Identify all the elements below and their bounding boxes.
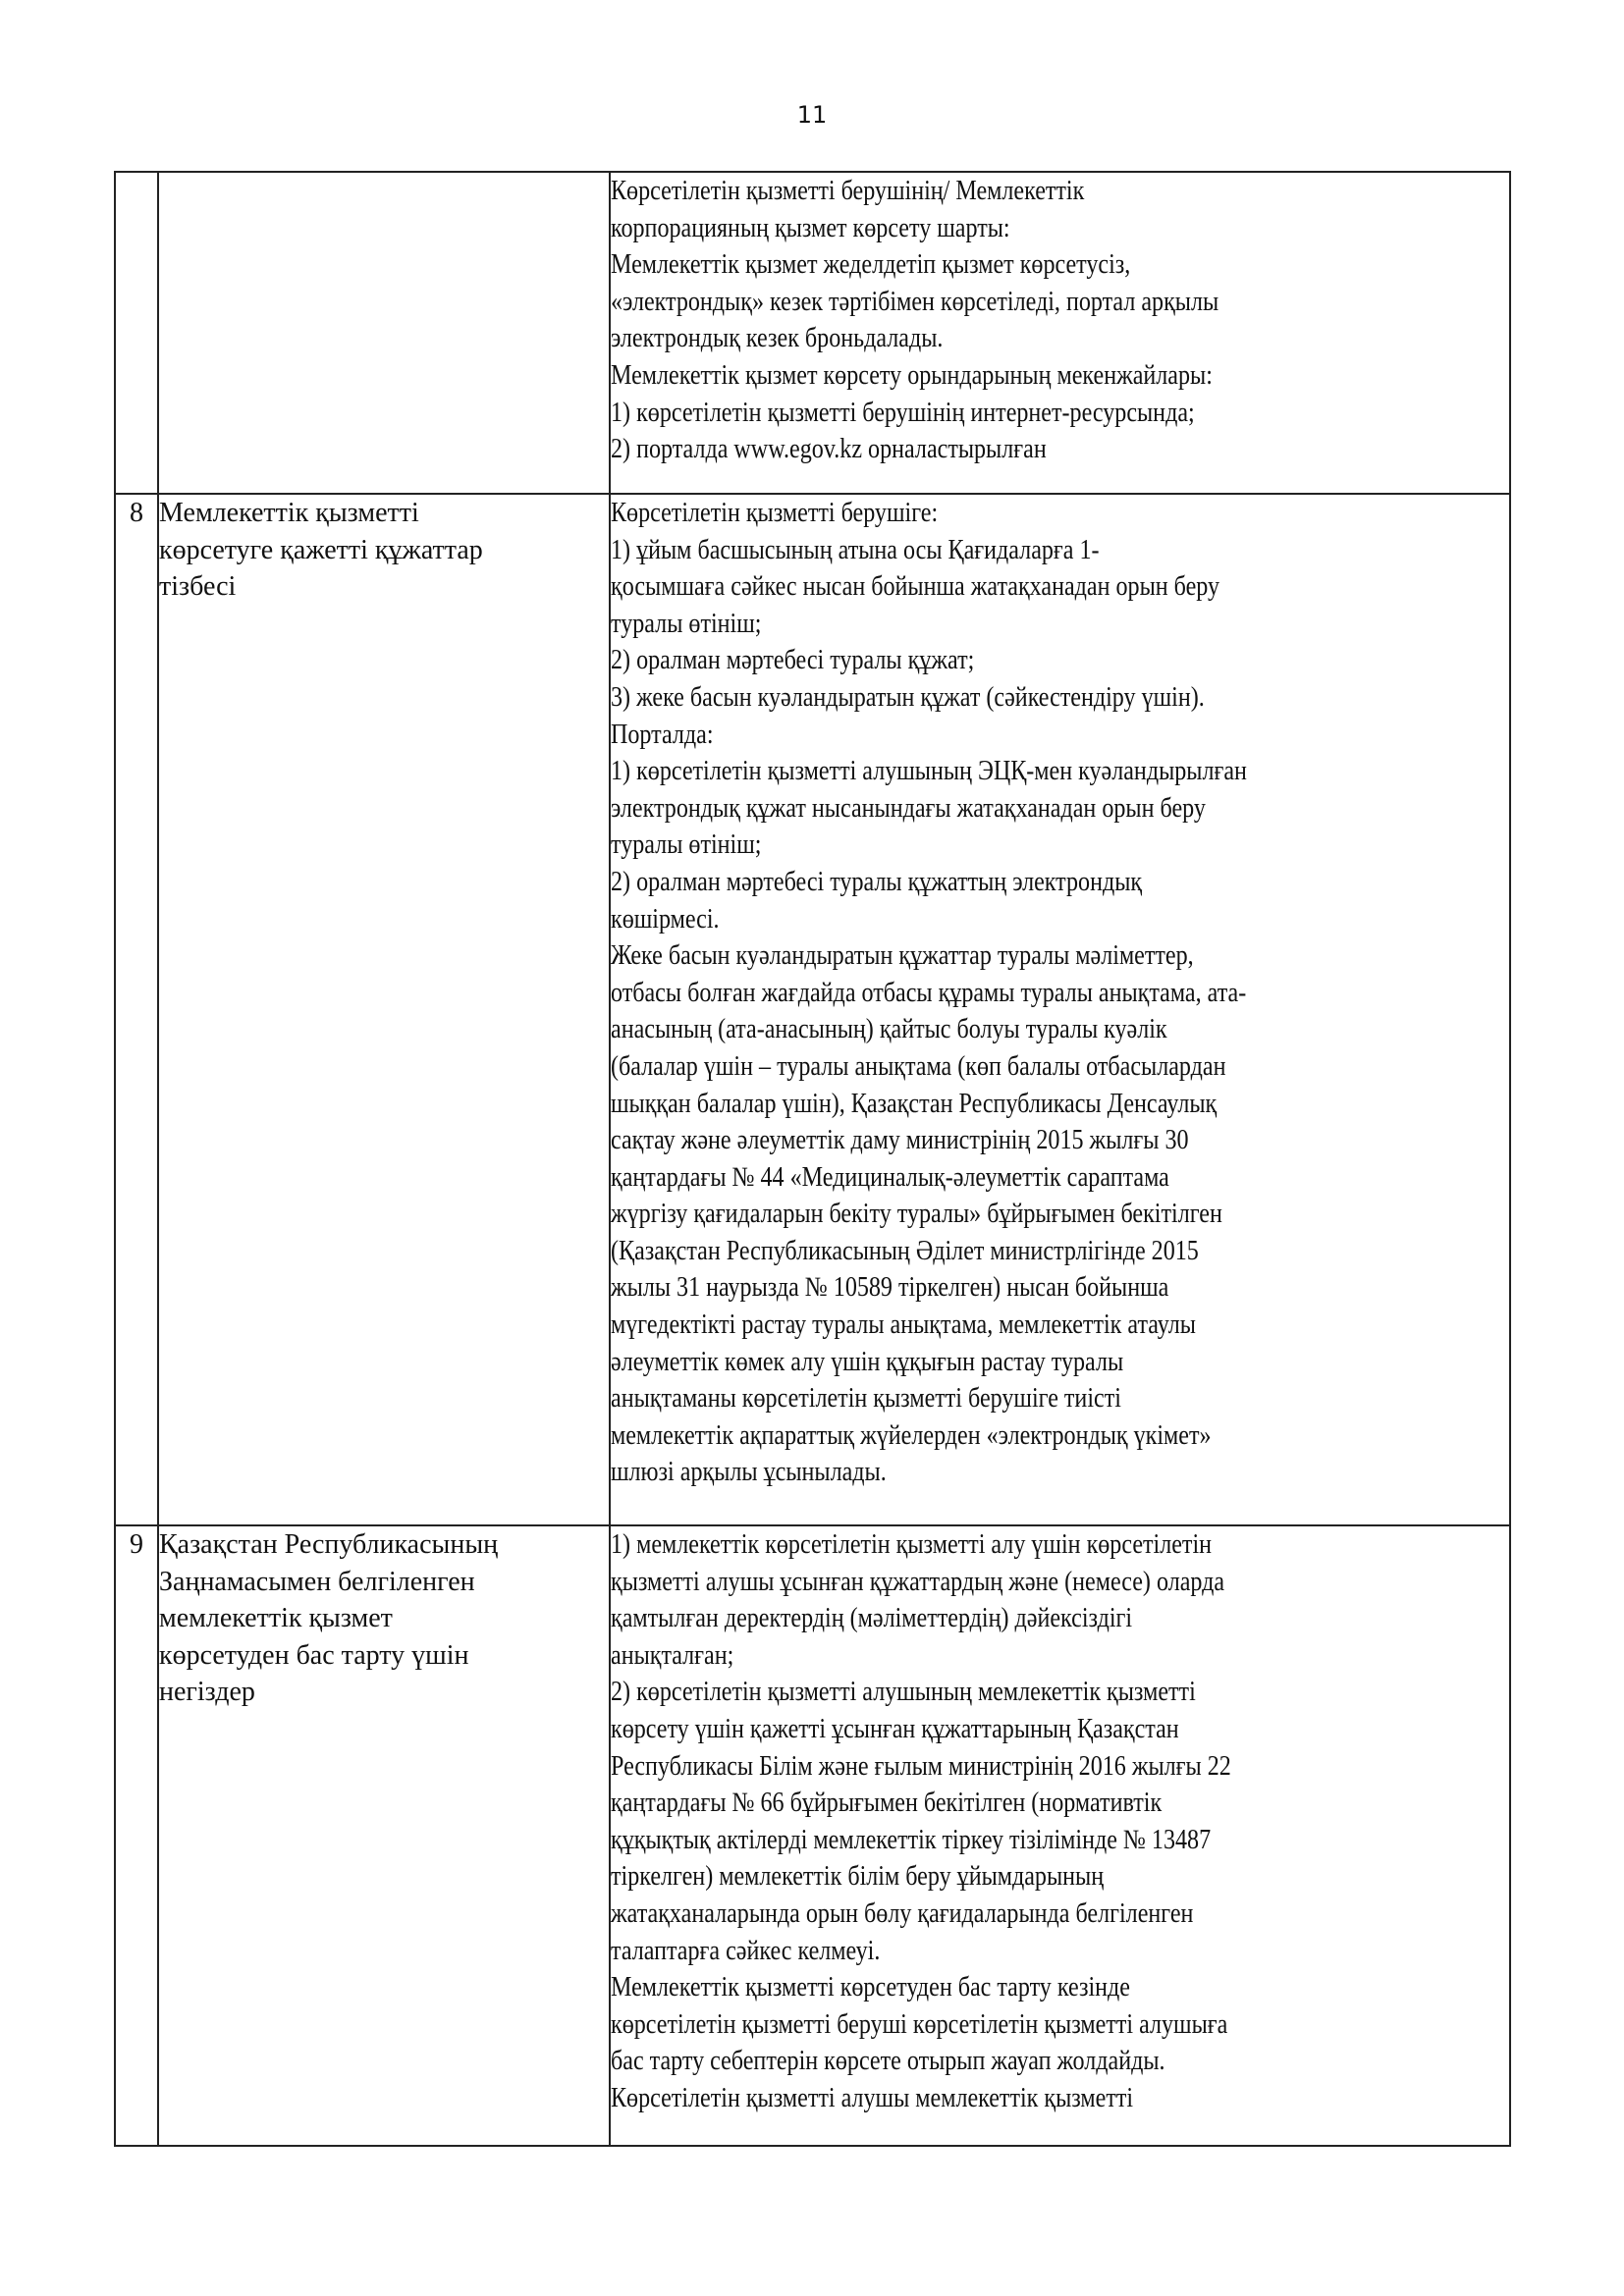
- row-description-line: Мемлекеттік қызмет жеделдетіп қызмет көрсетусіз,: [611, 249, 1131, 281]
- row-description-line: мемлекеттік ақпараттық жүйелерден «электрондық үкімет»: [611, 1419, 1212, 1451]
- row-description-line: Көрсетілетін қызметті берушінің/ Мемлекеттік: [611, 176, 1085, 206]
- page-number: 11: [796, 101, 828, 129]
- row-name-line: көрсетуге қажетті құжаттар: [159, 534, 483, 565]
- row-name-line: мемлекеттік қызмет: [159, 1603, 393, 1634]
- row-description-cell: [610, 494, 1510, 1525]
- row-description-cell: [610, 172, 1510, 494]
- row-description-line: қаңтардағы № 44 «Медициналық-әлеуметтік сараптама: [611, 1161, 1169, 1193]
- row-description-line: 1) мемлекеттік көрсетілетін қызметті алу үшін көрсетілетін: [611, 1529, 1213, 1560]
- table-row: [115, 172, 1510, 494]
- row-description-line: 2) порталда www.egov.kz орналастырылған: [611, 434, 1047, 465]
- row-description-line: (Қазақстан Республикасының Әділет министрлігінде 2015: [611, 1235, 1199, 1266]
- row-description-line: әлеуметтік көмек алу үшін құқығын растау туралы: [611, 1346, 1124, 1377]
- row-description-line: отбасы болған жағдайда отбасы құрамы туралы анықтама, ата-: [611, 977, 1247, 1008]
- table-row: [115, 1525, 1510, 2146]
- row-description-line: көшірмесі.: [611, 903, 720, 934]
- service-standard-table: [114, 171, 1511, 2147]
- row-description-line: мүгедектікті растау туралы анықтама, мемлекеттік атаулы: [611, 1309, 1196, 1341]
- row-description-line: 2) оралман мәртебесі туралы құжаттың электрондық: [611, 866, 1143, 897]
- row-description-line: қызметті алушы ұсынған құжаттардың және (немесе) оларда: [611, 1566, 1225, 1597]
- row-name-line: көрсетуден бас тарту үшін: [159, 1639, 469, 1671]
- row-description-line: талаптарға сәйкес келмеуі.: [611, 1935, 881, 1966]
- row-name-line: Мемлекеттік қызметті: [159, 498, 419, 528]
- row-name-line: тізбесі: [159, 571, 237, 603]
- row-name-line: Заңнамасымен белгіленген: [159, 1566, 475, 1597]
- row-description-line: шлюзі арқылы ұсынылады.: [611, 1457, 887, 1488]
- row-description-line: 2) оралман мәртебесі туралы құжат;: [611, 645, 975, 676]
- row-description-line: 3) жеке басын куәландыратын құжат (сәйкестендіру үшін).: [611, 681, 1205, 713]
- row-description-line: «электрондық» кезек тәртібімен көрсетіледі, портал арқылы: [611, 286, 1219, 317]
- row-number-cell: 9: [115, 1525, 158, 2146]
- row-description-line: Мемлекеттік қызметті көрсетуден бас тарту кезінде: [611, 1972, 1130, 2003]
- row-description-line: анасының (ата-анасының) қайтыс болуы туралы куәлік: [611, 1014, 1167, 1045]
- row-description-line: бас тарту себептерін көрсете отырып жауап жолдайды.: [611, 2046, 1165, 2077]
- row-number-cell: 8: [115, 494, 158, 1525]
- row-description-cell: [610, 1525, 1510, 2146]
- row-number-cell: [115, 172, 158, 494]
- row-description-line: тіркелген) мемлекеттік білім беру ұйымдарының: [611, 1861, 1105, 1893]
- row-description-line: қамтылған деректердің (мәліметтердің) дәйексіздігі: [611, 1603, 1133, 1634]
- row-name-cell: [158, 494, 610, 1525]
- row-name-cell: [158, 1525, 610, 2146]
- row-description-line: қаңтардағы № 66 бұйрығымен бекітілген (нормативтік: [611, 1788, 1163, 1819]
- row-description-line: жылы 31 наурызда № 10589 тіркелген) нысан бойынша: [611, 1272, 1169, 1304]
- row-description-line: шыққан балалар үшін), Қазақстан Республикасы Денсаулық: [611, 1088, 1218, 1119]
- row-description-line: құқықтық актілерді мемлекеттік тіркеу тізілімінде № 13487: [611, 1824, 1212, 1855]
- table-row: [115, 494, 1510, 1525]
- row-description-line: Порталда:: [611, 719, 714, 750]
- row-description-line: 2) көрсетілетін қызметті алушының мемлекеттік қызметті: [611, 1677, 1196, 1708]
- row-description-line: қосымшаға сәйкес нысан бойынша жатақханадан орын беру: [611, 571, 1220, 603]
- row-description-line: анықтаманы көрсетілетін қызметті берушіге тиісті: [611, 1383, 1121, 1415]
- row-description-line: туралы өтініш;: [611, 608, 762, 639]
- row-description-line: көрсету үшін қажетті ұсынған құжаттарының Қазақстан: [611, 1713, 1179, 1744]
- row-description-line: корпорацияның қызмет көрсету шарты:: [611, 212, 1010, 243]
- row-description-line: 1) көрсетілетін қызметті берушінің интернет-ресурсында;: [611, 397, 1195, 428]
- row-description-line: (балалар үшін – туралы анықтама (көп балалы отбасылардан: [611, 1050, 1226, 1082]
- row-description-line: көрсетілетін қызметті беруші көрсетілетін қызметті алушыға: [611, 2008, 1228, 2040]
- row-description-line: туралы өтініш;: [611, 829, 762, 861]
- row-description-line: электрондық құжат нысанындағы жатақханадан орын беру: [611, 792, 1206, 824]
- row-description-line: Көрсетілетін қызметті алушы мемлекеттік қызметті: [611, 2082, 1134, 2113]
- row-description-line: Көрсетілетін қызметті берушіге:: [611, 498, 939, 528]
- row-description-line: жатақханаларында орын бөлу қағидаларында белгіленген: [611, 1897, 1194, 1929]
- row-description-line: 1) көрсетілетін қызметті алушының ЭЦҚ-мен куәландырылған: [611, 756, 1247, 787]
- row-description-line: Мемлекеттік қызмет көрсету орындарының мекенжайлары:: [611, 359, 1213, 391]
- row-description-line: 1) ұйым басшысының атына осы Қағидаларға 1-: [611, 534, 1100, 565]
- row-description-line: анықталған;: [611, 1639, 734, 1671]
- row-description-line: Жеке басын куәландыратын құжаттар туралы мәліметтер,: [611, 940, 1194, 972]
- row-name-cell: [158, 172, 610, 494]
- row-description-line: жүргізу қағидаларын бекіту туралы» бұйрығымен бекітілген: [611, 1199, 1222, 1230]
- row-description-line: Республикасы Білім және ғылым министрінің 2016 жылғы 22: [611, 1750, 1231, 1782]
- row-name-line: негіздер: [159, 1677, 255, 1708]
- row-name-line: Қазақстан Республикасының: [159, 1529, 499, 1560]
- row-description-line: сақтау және әлеуметтік даму министрінің 2015 жылғы 30: [611, 1125, 1189, 1156]
- row-description-line: электрондық кезек броньдалады.: [611, 323, 944, 354]
